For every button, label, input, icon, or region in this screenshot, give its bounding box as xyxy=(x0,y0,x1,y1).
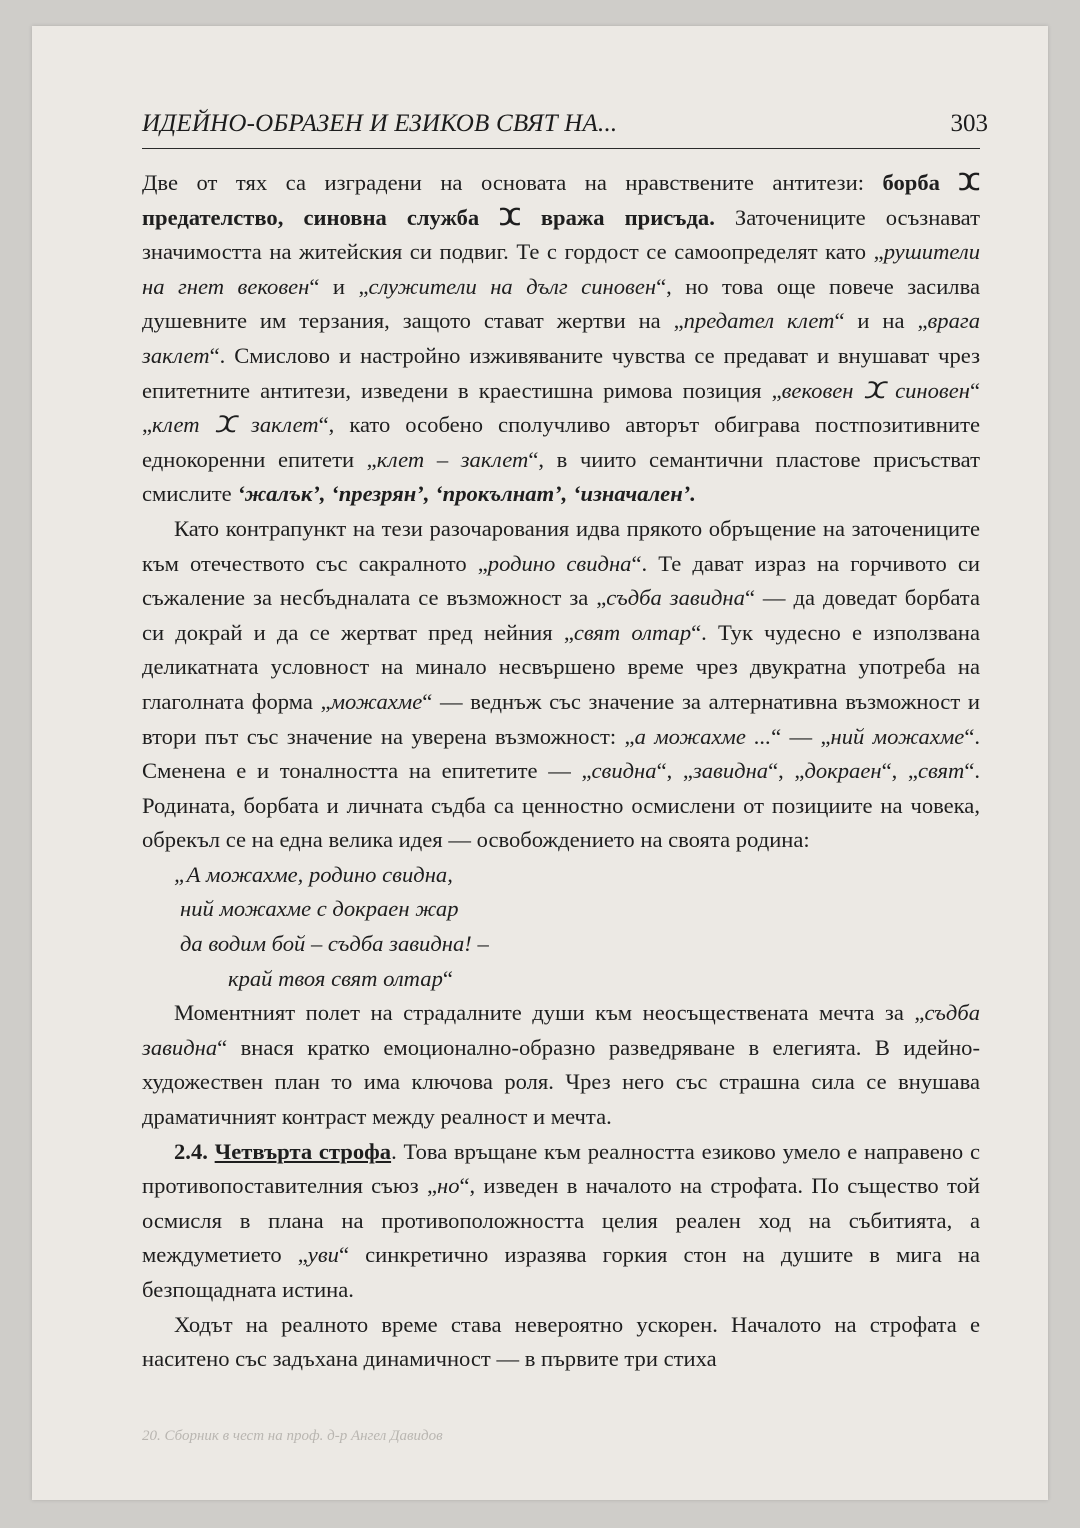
text-run: “ — да доведат борбата си докрай и да се жертват пред нейния „ xyxy=(142,585,980,645)
italic-run: уви xyxy=(307,1242,339,1268)
poem-line-3: да водим бой – съдба завидна! – xyxy=(180,931,489,957)
text-run: “ — „ xyxy=(771,723,831,749)
poem-line-2: ний можахме с докраен жар xyxy=(180,896,459,922)
italic-run: клет ⵋ заклет xyxy=(152,412,319,438)
text-run: Две от тях са изградени на основата на нравствените антитези: xyxy=(142,170,883,195)
text-run: “ — веднъж със значение за алтернативна възможност и втори път със значение на уверена възможност: „ xyxy=(142,688,980,749)
text-run: Заточениците осъзнават значимостта на житейския си подвиг. Те с гордост се самоопределят като „ xyxy=(142,204,981,265)
italic-run: съдба завидна xyxy=(142,1000,980,1060)
text-run: “. Тук чудесно е използвана деликатната условност на минало несвършено време чрез двукратна употреба на глаголната форма „ xyxy=(142,619,981,714)
text-run: . Това връщане към реалността езиково умело е направено с противопоставителния съюз „ xyxy=(142,1138,981,1199)
text-run: Като контрапункт на тези разочарования идва прякото обръщение на заточениците към отечеството със сакралното „ xyxy=(142,515,980,576)
text-run: “. Те дават израз на горчивото си съжаление за несбъдналата се възможност за „ xyxy=(142,550,981,611)
text-run: “ и „ xyxy=(309,273,369,299)
section-number: 2.4. xyxy=(174,1138,215,1164)
poem-close-quote: “ xyxy=(442,965,453,991)
text-run: “ синкретично изразява горкия стон на душите в мига на безпощадната истина. xyxy=(142,1242,980,1302)
text-run: “. Родината, борбата и личната съдба са ценностно осмислени от позициите на човека, обрекъл се на една велика идея — освобождението на своята родина: xyxy=(142,758,980,853)
italic-run: вековен ⵋ синовен xyxy=(781,377,970,403)
italic-run: но xyxy=(437,1173,460,1199)
page-number: 303 xyxy=(950,110,988,137)
paragraph-1 xyxy=(142,166,980,512)
text-run: “, „ xyxy=(881,758,918,784)
italic-run: рушители на гнет вековен xyxy=(142,239,980,299)
italic-run: докраен xyxy=(804,758,882,784)
signature-footnote: 20. Сборник в чест на проф. д-р Ангел Давидов xyxy=(142,1428,443,1444)
text-run: “ „ xyxy=(142,377,980,438)
text-run: “. Сменена е и тоналността на епитетите — „ xyxy=(142,723,980,784)
italic-run: завидна xyxy=(692,758,769,784)
text-run: Моментният полет на страдалните души към неосъществената мечта за „ xyxy=(174,1000,925,1026)
text-run: “ и на „ xyxy=(834,308,928,334)
paragraph-3 xyxy=(142,996,980,1134)
italic-run: свят олтар xyxy=(573,619,692,645)
text-run: “, в чиито семантични пластове присъстват смислите xyxy=(142,446,980,507)
italic-run: врага заклет xyxy=(142,308,980,368)
italic-run: съдба завидна xyxy=(606,585,745,611)
section-heading: Четвърта строфа xyxy=(214,1138,392,1164)
poem-quote xyxy=(142,858,980,996)
italic-run: свидна xyxy=(591,758,657,784)
paragraph-4 xyxy=(142,1135,980,1308)
text-run: “, „ xyxy=(768,758,805,784)
poem-line-1: „А можахме, родино свидна, xyxy=(174,861,453,887)
italic-run: а можахме ... xyxy=(634,723,772,749)
text-run: “ внася кратко емоционално-образно разведряване в елегията. В идейно-художествен план то има ключова роля. Чрез него със страшна сила се внушава драматичният контраст между реалност и мечта. xyxy=(142,1034,980,1130)
text-run: Ходът на реалното време става невероятно ускорен. Началото на строфата е наситено със задъхана динамичност — в първите три стиха xyxy=(142,1311,980,1372)
book-page xyxy=(32,26,1048,1500)
italic-run: служители на дълг синовен xyxy=(368,273,657,299)
poem-line-4-text: край твоя свят олтар xyxy=(228,965,443,991)
text-run: “, но това още повече засилва душевните им терзания, защото стават жертви на „ xyxy=(142,273,980,334)
italic-run: родино свидна xyxy=(487,550,632,576)
bold-italic-run: ‘жалък’, ‘презрян’, ‘прокълнат’, ‘изначален’. xyxy=(237,481,696,507)
italic-run: предател клет xyxy=(683,308,835,334)
running-header xyxy=(142,110,988,146)
running-title: ИДЕЙНО-ОБРАЗЕН И ЕЗИКОВ СВЯТ НА... xyxy=(142,110,618,137)
text-run: “, като особено сполучливо авторът обиграва постпозитивните еднокоренни епитети „ xyxy=(142,412,980,472)
text-run: “, изведен в началото на строфата. По същество той осмисля в плана на противоположността целия реален ход на събитията, а междуметието „ xyxy=(142,1173,980,1268)
header-rule xyxy=(142,148,980,149)
italic-run: можахме xyxy=(330,688,423,714)
italic-run: ний можахме xyxy=(830,723,965,749)
body-text xyxy=(142,166,980,1377)
bold-run: борба ⵋ предателство, синовна служба ⵋ вража присъда. xyxy=(142,170,980,230)
italic-run: клет – заклет xyxy=(376,446,529,472)
text-run: “. Смислово и настройно изживяваните чувства се предават и внушават чрез епитетните антитези, изведени в краестишна римова позиция „ xyxy=(142,342,980,403)
text-run: “, „ xyxy=(656,758,693,784)
poem-line-4 xyxy=(142,962,980,997)
paragraph-5 xyxy=(142,1308,980,1377)
italic-run: свят xyxy=(917,758,965,784)
paragraph-2 xyxy=(142,512,980,858)
